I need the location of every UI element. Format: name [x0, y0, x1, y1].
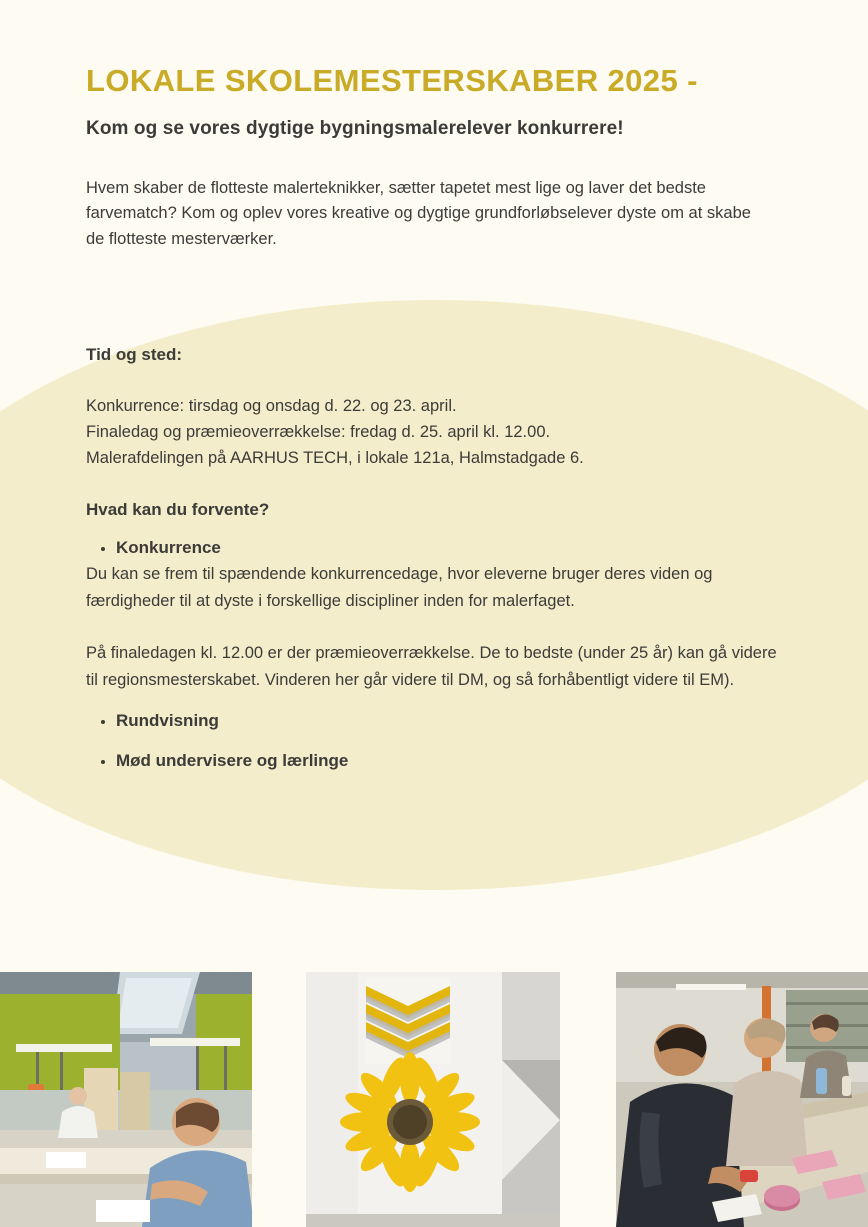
konkurrence-paragraph: Du kan se frem til spændende konkurrencedage, hvor eleverne bruger deres viden og færdigheder til at dyste i forskellige discipliner inden for malerfaget. [86, 565, 713, 610]
time-place-heading: Tid og sted: [86, 344, 183, 364]
time-place-lines [86, 393, 782, 472]
time-place-line-2: Finaledag og præmieoverrækkelse: fredag d. 25. april kl. 12.00. [86, 422, 551, 441]
page-subtitle: Kom og se vores dygtige bygningsmalerelever konkurrere! [86, 117, 624, 139]
photo-sunflower-wall-painting [306, 972, 560, 1227]
expect-bullet-list-2 [86, 709, 782, 733]
time-place-line-3: Malerafdelingen på AARHUS TECH, i lokale 121a, Halmstadgade 6. [86, 449, 584, 468]
finaledag-paragraph: På finaledagen kl. 12.00 er der præmieoverrækkelse. De to bedste (under 25 år) kan gå videre til regionsmesterskabet. Vinderen her går videre til DM, og så forhåbentligt videre til EM). [86, 644, 777, 689]
list-item-rundvisning: • Rundvisning [116, 709, 782, 733]
page-title: LOKALE SKOLEMESTERSKABER 2025 - [86, 63, 698, 98]
time-place-block [86, 345, 782, 773]
expect-bullet-list-1 [86, 536, 782, 560]
intro-paragraph: Hvem skaber de flotteste malerteknikker, sætter tapetet mest lige og laver det bedste farvematch? Kom og oplev vores kreative og dygtige grundforløbselever dyste om at skabe de flotteste mesterværker. [86, 178, 751, 248]
time-place-line-1: Konkurrence: tirsdag og onsdag d. 22. og 23. april. [86, 396, 457, 415]
list-item-konkurrence: • Konkurrence [116, 536, 782, 560]
photo-workshop-students [0, 972, 252, 1227]
photo-strip [0, 972, 868, 1227]
expect-bullet-list-3 [86, 749, 782, 773]
list-item-moed-undervisere: • Mød undervisere og lærlinge [116, 749, 782, 773]
photo-students-working-table [616, 972, 868, 1227]
expect-heading: Hvad kan du forvente? [86, 499, 270, 519]
